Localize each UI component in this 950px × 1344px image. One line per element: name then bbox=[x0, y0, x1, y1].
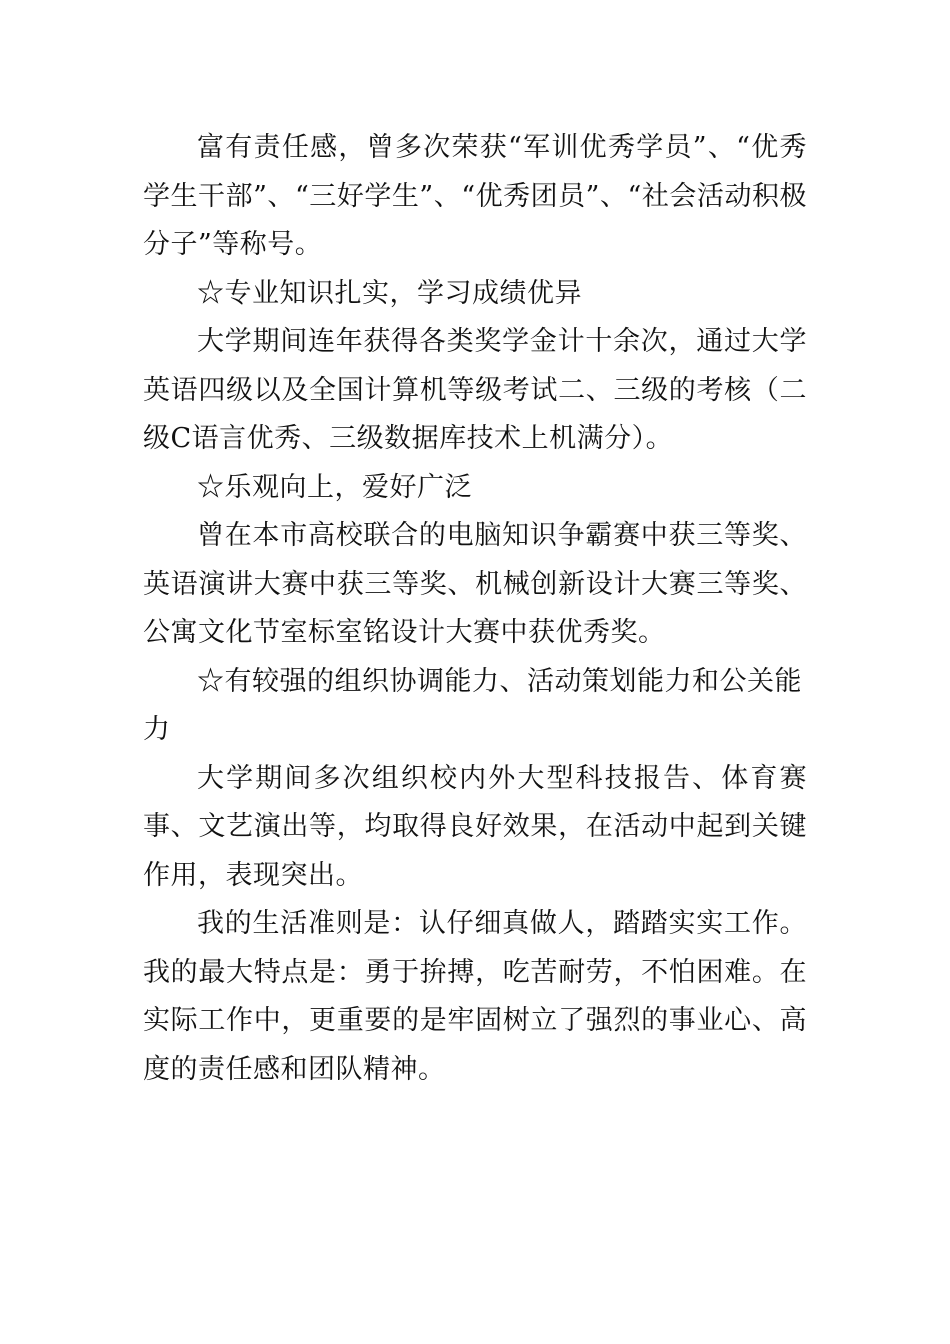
document-body bbox=[143, 124, 807, 1094]
heading-organization-ability: ☆有较强的组织协调能力、活动策划能力和公关能力 bbox=[143, 665, 802, 745]
paragraph-scholarships: 大学期间连年获得各类奖学金计十余次，通过大学英语四级以及全国计算机等级考试二、三级的考核（二级C语言优秀、三级数据库技术上机满分）。 bbox=[143, 326, 807, 454]
paragraph-activities: 大学期间多次组织校内外大型科技报告、体育赛事、文艺演出等，均取得良好效果，在活动中起到关键作用，表现突出。 bbox=[143, 762, 807, 891]
heading-optimistic-hobbies: ☆乐观向上，爱好广泛 bbox=[197, 471, 472, 503]
heading-professional-knowledge: ☆专业知识扎实，学习成绩优异 bbox=[197, 277, 582, 309]
paragraph-life-principles: 我的生活准则是：认仔细真做人，踏踏实实工作。我的最大特点是：勇于拚搏，吃苦耐劳，不怕困难。在实际工作中，更重要的是牢固树立了强烈的事业心、高度的责任感和团队精神。 bbox=[143, 908, 807, 1085]
paragraph-honors: 富有责任感，曾多次荣获“军训优秀学员”、“优秀学生干部”、“三好学生”、“优秀团员”、“社会活动积极分子”等称号。 bbox=[143, 132, 807, 260]
paragraph-competitions: 曾在本市高校联合的电脑知识争霸赛中获三等奖、英语演讲大赛中获三等奖、机械创新设计大赛三等奖、公寓文化节室标室铭设计大赛中获优秀奖。 bbox=[143, 520, 807, 648]
